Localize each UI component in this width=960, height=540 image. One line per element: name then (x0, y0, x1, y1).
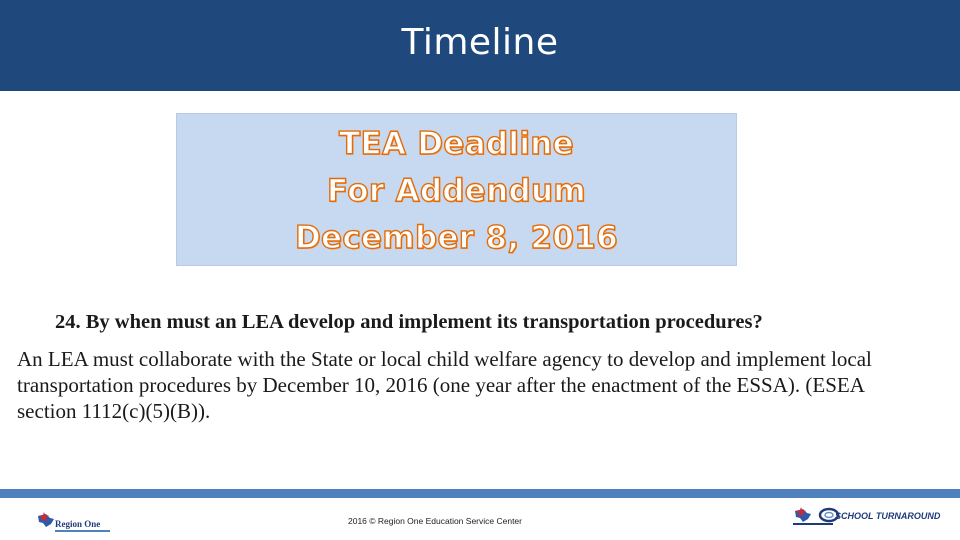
school-turnaround-logo-text: SCHOOL TURNAROUND (835, 511, 941, 521)
school-turnaround-logo (789, 504, 941, 528)
deadline-date: December 8, 2016 (295, 220, 618, 256)
region-one-logo-text: Region One (55, 519, 101, 529)
faq-answer-line: An LEA must collaborate with the State or local child welfare agency to develop and implement local (17, 347, 872, 371)
title-bar (0, 0, 960, 91)
faq-answer-line: transportation procedures by December 10, 2016 (one year after the enactment of the ESSA). (ESEA (17, 373, 865, 397)
logo-underline (793, 523, 833, 525)
texas-star-icon (793, 506, 813, 524)
copyright-text: 2016 © Region One Education Service Center (347, 516, 522, 526)
footer-bar (0, 489, 960, 498)
deadline-callout (176, 113, 737, 266)
faq-answer (17, 346, 947, 424)
faq-answer-line: section 1112(c)(5)(B)). (17, 399, 211, 423)
slide-title: Timeline (401, 22, 559, 63)
logo-underline (55, 530, 110, 532)
faq-question: 24. By when must an LEA develop and implement its transportation procedures? (55, 311, 763, 333)
deadline-line-2: For Addendum (327, 173, 586, 209)
deadline-line-1: TEA Deadline (339, 126, 574, 162)
